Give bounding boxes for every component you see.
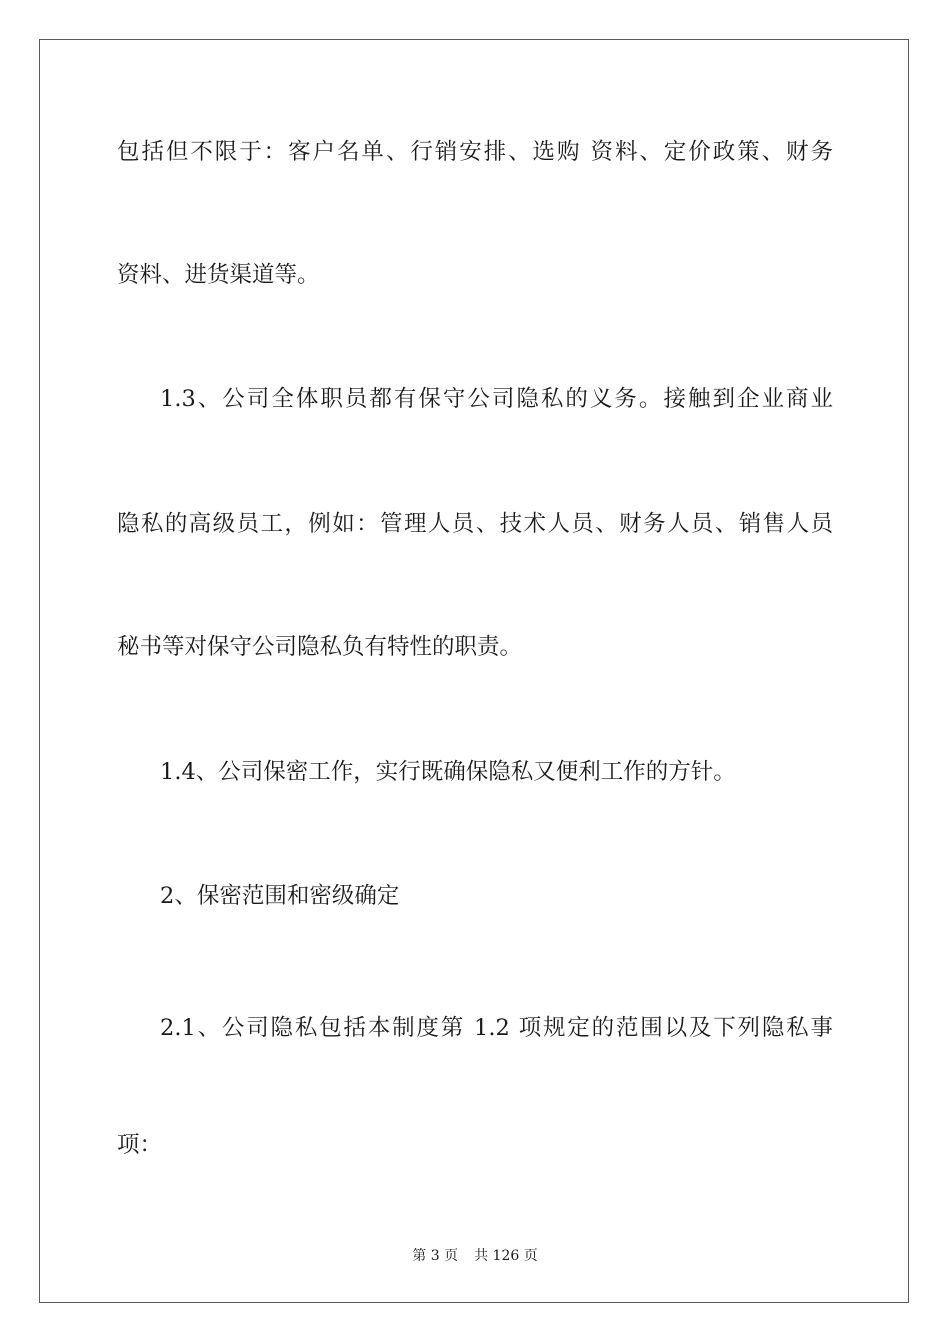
total-pages: 共 126 页 <box>474 1248 538 1264</box>
text-line: 隐私的高级员工，例如：管理人员、技术人员、财务人员、销售人员 <box>117 511 833 537</box>
page-footer <box>0 1246 950 1266</box>
page-number: 第 3 页 <box>412 1248 459 1264</box>
text-line: 资料、进货渠道等。 <box>117 262 320 288</box>
page-border <box>39 39 909 1303</box>
text-line: 项： <box>117 1132 163 1158</box>
paragraph-2-1-start: 2.1、公司隐私包括本制度第 1.2 项规定的范围以及下列隐私事 <box>160 1015 833 1041</box>
paragraph-1-3-start: 1.3、公司全体职员都有保守公司隐私的义务。接触到企业商业 <box>160 386 833 412</box>
text-line: 秘书等对保守公司隐私负有特性的职责。 <box>117 634 523 660</box>
section-heading-2: 2、保密范围和密级确定 <box>160 883 400 909</box>
paragraph-1-4: 1.4、公司保密工作，实行既确保隐私又便利工作的方针。 <box>160 759 736 785</box>
text-line: 包括但不限于：客户名单、行销安排、选购 资料、定价政策、财务 <box>117 139 833 165</box>
